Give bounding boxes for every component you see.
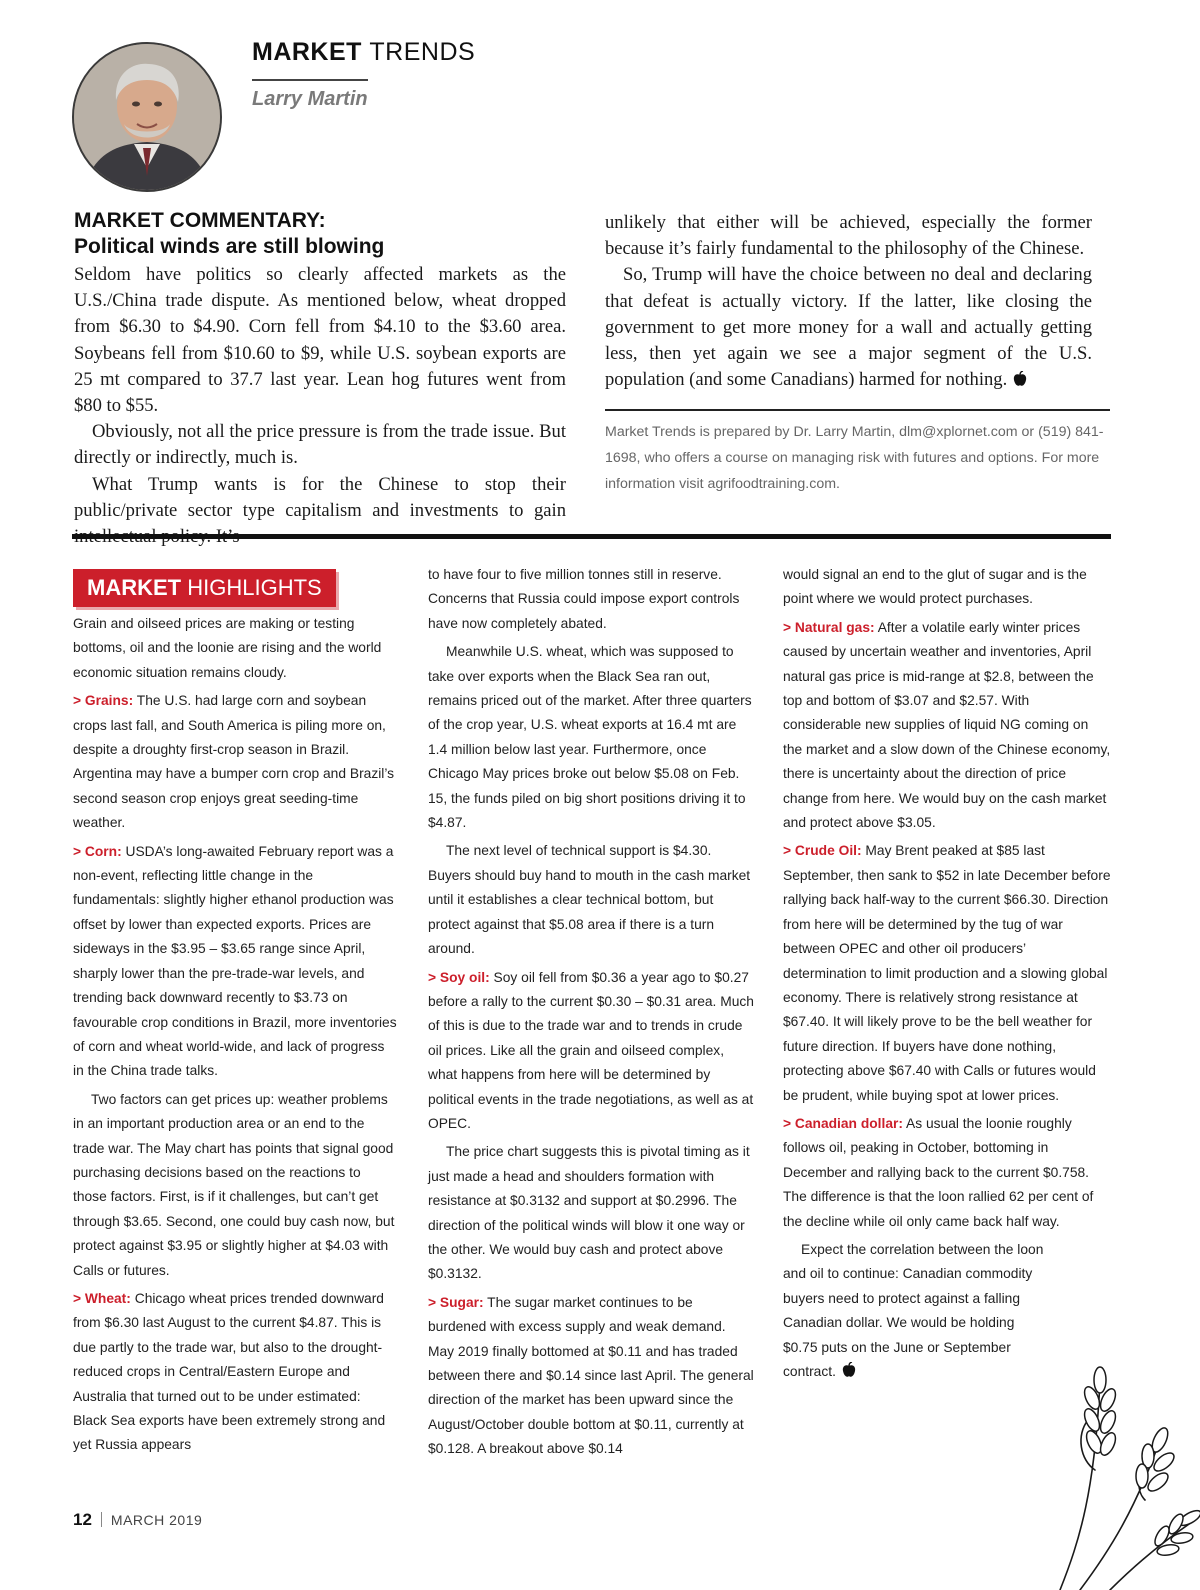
page-number: 12 bbox=[73, 1510, 92, 1529]
author-portrait-illustration bbox=[74, 44, 220, 190]
corn-paragraph bbox=[73, 840, 398, 1084]
page-footer bbox=[73, 1510, 202, 1530]
natural-gas-label: > Natural gas: bbox=[783, 619, 875, 635]
natural-gas-text: After a volatile early winter prices caused by uncertain weather and inventories, April natural gas price is mid-range at $2.8, between the top and bottom of $3.07 and $2.57. With considerable new supplies of liquid NG coming on the market and a slow down of the Chinese economy, there is uncertainty about the direction of price change from here. We would buy on the cash market and protect above $3.05. bbox=[783, 619, 1111, 831]
commentary-headline-line1: MARKET COMMENTARY: bbox=[74, 209, 326, 232]
wheat-paragraph-continued: to have four to five million tonnes still in reserve. Concerns that Russia could impose export controls have now completely abated. bbox=[428, 567, 740, 631]
corn-text: USDA’s long-awaited February report was a non-event, reflecting little change in the fundamentals: slightly higher ethanol production was offset by lower than expected exports. Prices are sideways in the $3.95 – $3.65 range since April, sharply lower than the pre-trade-war levels, and trending back downward recently to $3.73 on favourable crop conditions in Brazil, more inventories of corn and wheat world-wide, and lack of progress in the China trade talks. bbox=[73, 843, 397, 1079]
commentary-paragraph: Obviously, not all the price pressure is from the trade issue. But directly or indirectly, much is. bbox=[74, 421, 566, 469]
commentary-paragraph: What Trump wants is for the Chinese to stop their public/private sector type capitalism and investments to gain bbox=[74, 473, 566, 521]
soy-oil-paragraph-2: The price chart suggests this is pivotal timing as it just made a head and shoulders formation with resistance at $0.3132 and support at $0.2996. The direction of the political winds will blow it one way or the other. We would buy cash and protect above $0.3132. bbox=[428, 1144, 750, 1282]
footer-separator bbox=[101, 1512, 102, 1527]
author-name: Larry Martin bbox=[252, 88, 368, 110]
author-credit: Market Trends is prepared by Dr. Larry Martin, dlm@xplornet.com or (519) 841-1698, who offers a course on managing risk with futures and options. For more information visit agrifoodtraining.com. bbox=[605, 424, 1104, 492]
highlights-intro: Grain and oilseed prices are making or testing bottoms, oil and the loonie are rising and the world economic situation remains cloudy. bbox=[73, 616, 382, 680]
corn-paragraph-2: Two factors can get prices up: weather problems in an important production area or an end to the trade war. The May chart has points that signal good purchasing decisions based on the reactions to those factors. First, is if it challenges, but can’t get through $3.65. Second, one could buy cash now, but protect against $3.95 or slightly higher at $4.03 with Calls or futures. bbox=[73, 1091, 395, 1278]
grains-paragraph bbox=[73, 689, 398, 835]
highlights-badge-bold: MARKET bbox=[87, 575, 182, 600]
issue-date: MARCH 2019 bbox=[110, 1512, 203, 1528]
grains-text: The U.S. had large corn and soybean crops last fall, and South America is piling more on, despite a droughty first-crop season in Brazil. Argentina may have a bumper corn crop and Brazil’s second season crop enjoys great seeding-time weather. bbox=[73, 693, 395, 831]
sugar-text: The sugar market continues to be burdened with excess supply and weak demand. May 2019 finally bottomed at $0.11 and has traded between there and $0.14 since last April. The general direction of the market has been upward since the August/October double bottom at $0.11, currently at $0.128. A breakout above $0.14 bbox=[428, 1294, 754, 1457]
grains-label: > Grains: bbox=[73, 693, 134, 709]
canadian-dollar-label: > Canadian dollar: bbox=[783, 1115, 903, 1131]
sugar-paragraph-continued: would signal an end to the glut of sugar and is the point where we would protect purchases. bbox=[783, 567, 1087, 607]
wheat-paragraph-2: Meanwhile U.S. wheat, which was supposed to take over exports when the Black Sea ran out, remains priced out of the market. After three quarters of the crop year, U.S. wheat exports at 16.4 mt are 1.4 million below last year. Furthermore, once Chicago May prices broke out below $5.08 on Feb. 15, the funds piled on big short positions driving it to $4.87. bbox=[428, 644, 752, 831]
sugar-label: > Sugar: bbox=[428, 1294, 484, 1310]
commentary-right-column bbox=[605, 210, 1092, 393]
canadian-dollar-paragraph bbox=[783, 1112, 1111, 1234]
section-title bbox=[252, 38, 475, 67]
section-title-bold: MARKET bbox=[252, 38, 362, 66]
commentary-paragraph bbox=[605, 262, 1092, 393]
crude-oil-text: May Brent peaked at $85 last September, then sank to $52 in late December before rallying back half-way to the current $66.30. Direction from here will be determined by the tug of war between OPEC and other oil producers’ determination to limit production and a slowing global economy. There is relatively strong resistance at $67.40. It will likely prove to be the bell weather for future direction. If buyers have done nothing, protecting above $67.40 with Calls or futures would be prudent, while buying spot at lower prices. bbox=[783, 843, 1111, 1103]
commentary-paragraph-text: So, Trump will have the choice between no deal and declaring that defeat is actually victory. If the latter, like closing the government to get more money for a wall and actually getting less, then yet again we see a major segment of the U.S. population (and some Canadians) harmed for nothing. bbox=[605, 264, 1092, 391]
highlights-badge-light: HIGHLIGHTS bbox=[187, 575, 322, 600]
wheat-text: Chicago wheat prices trended downward from $6.30 last August to the current $4.87. This is due partly to the trade war, but also to the drought-reduced crops in Central/Eastern Europe and Australia that turned out to be under estimated: Black Sea exports have been extremely strong and yet Russia appears bbox=[73, 1290, 386, 1453]
canadian-dollar-text: As usual the loonie roughly follows oil, peaking in October, bottoming in December and rallying back to the current $0.758. The difference is that the loon rallied 62 per cent of the decline while oil only came back half way. bbox=[783, 1115, 1094, 1229]
commentary-paragraph: Seldom have politics so clearly affected markets as the U.S./China trade dispute. As mentioned below, wheat dropped from $6.30 to $4.90. Corn fell from $4.10 to the $3.60 area. Soybeans fell from $10.60 to $9, while U.S. soybean exports are 25 mt compared to 37.7 last year. Lean hog futures went from $80 to $55. bbox=[74, 264, 566, 417]
commentary-headline-line2: Political winds are still blowing bbox=[74, 235, 385, 258]
title-rule bbox=[252, 79, 368, 81]
apple-end-icon bbox=[1013, 371, 1027, 387]
sugar-paragraph bbox=[428, 1291, 754, 1462]
canadian-dollar-text-2: Expect the correlation between the loon and oil to continue: Canadian commodity buyers need to protect against a falling Canadian dollar. We would be holding $0.75 puts on the June or September contract. bbox=[783, 1241, 1044, 1379]
commentary-paragraph: unlikely that either will be achieved, especially the former because it’s fairly fundamental to the philosophy of the Chinese. bbox=[605, 212, 1092, 260]
highlights-column-3 bbox=[783, 563, 1111, 1388]
natural-gas-paragraph bbox=[783, 616, 1111, 836]
canadian-dollar-paragraph-2 bbox=[783, 1238, 1051, 1384]
commentary-headline bbox=[74, 208, 574, 260]
section-title-light: TRENDS bbox=[369, 38, 476, 66]
crude-oil-paragraph bbox=[783, 839, 1111, 1107]
wheat-label: > Wheat: bbox=[73, 1290, 131, 1306]
soy-oil-paragraph bbox=[428, 966, 754, 1137]
crude-oil-label: > Crude Oil: bbox=[783, 843, 862, 859]
highlights-column-1 bbox=[73, 612, 398, 1462]
wheat-paragraph bbox=[73, 1287, 398, 1458]
corn-label: > Corn: bbox=[73, 843, 122, 859]
section-divider bbox=[72, 534, 1111, 539]
soy-oil-label: > Soy oil: bbox=[428, 969, 490, 985]
soy-oil-text: Soy oil fell from $0.36 a year ago to $0.27 before a rally to the current $0.30 – $0.31 area. Much of this is due to the trade war and to trends in crude oil prices. Like all the grain and oilseed complex, what happens from here will be determined by political events in the trade negotiations, as well as at OPEC. bbox=[428, 969, 754, 1131]
commentary-divider bbox=[605, 409, 1110, 411]
author-photo bbox=[72, 42, 222, 192]
highlights-column-2 bbox=[428, 563, 754, 1466]
commentary-left-column bbox=[74, 262, 566, 550]
highlights-badge bbox=[73, 569, 336, 607]
apple-end-icon bbox=[842, 1362, 856, 1378]
wheat-paragraph-3: The next level of technical support is $4.30. Buyers should buy hand to mouth in the cash market until it establishes a clear technical bottom, but protect against that $5.08 area if there is a turn around. bbox=[428, 843, 751, 957]
wheat-illustration bbox=[1040, 1340, 1200, 1590]
